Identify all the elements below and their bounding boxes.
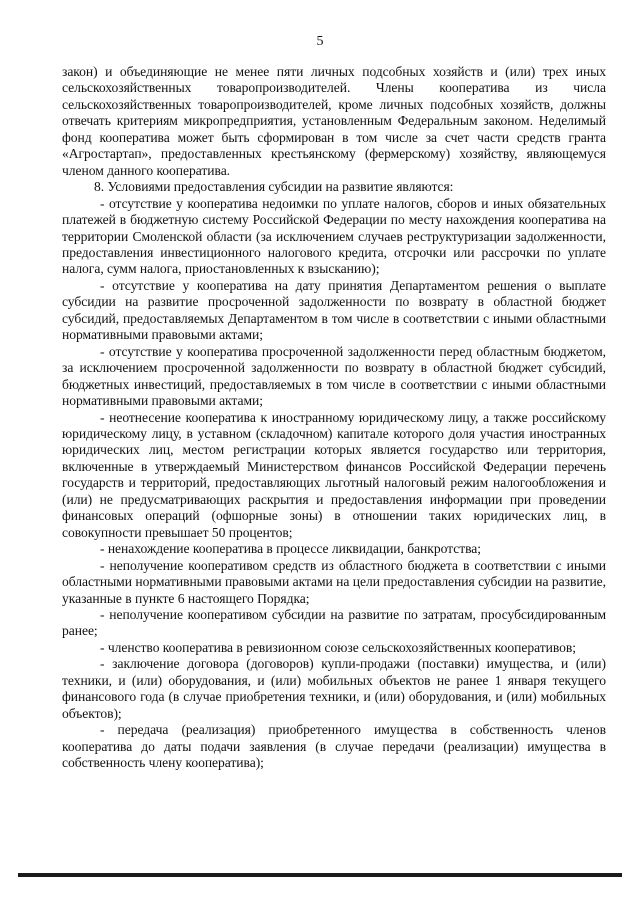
paragraph-section-8-heading: 8. Условиями предоставления субсидии на развитие являются: bbox=[94, 179, 454, 195]
document-body bbox=[62, 64, 606, 771]
condition-item-not-in-liquidation: - ненахождение кооператива в процессе ликвидации, банкротства; bbox=[100, 541, 481, 557]
bottom-scan-border bbox=[18, 873, 622, 877]
condition-item-audit-union-membership: - членство кооператива в ревизионном союзе сельскохозяйственных кооперативов; bbox=[100, 639, 576, 655]
condition-item-property-transfer: - передача (реализация) приобретенного имущества в собственность членов кооператива до даты подачи заявления (в случае передачи (реализации) имущества в собственность члену кооператива); bbox=[62, 722, 606, 771]
paragraph-continuation: закон) и объединяющие не менее пяти личных подсобных хозяйств и (или) трех иных сельскохозяйственных товаропроизводителей. Члены кооператива из числа сельскохозяйственных товаропроизводителей, кроме личных подсобных хозяйств, должны отвечать критериям микропредприятия, установленным Федеральным законом. Неделимый фонд кооператива может быть сформирован в том числе за счет части средств гранта «Агростартап», предоставленных крестьянскому (фермерскому) хозяйству, являющемуся членом данного кооператива. bbox=[62, 64, 606, 178]
condition-item-no-tax-arrears: - отсутствие у кооператива недоимки по уплате налогов, сборов и иных обязательных платежей в бюджетную систему Российской Федерации по месту нахождения кооператива на территории Смоленской области (за исключением случаев реструктуризации задолженности, предоставления инвестиционного налогового кредита, отсрочки или рассрочки по уплате налога, сумм налога, приостановленных к взысканию); bbox=[62, 195, 606, 277]
page-number: 5 bbox=[316, 34, 324, 49]
condition-item-purchase-contract-date: - заключение договора (договоров) купли-продажи (поставки) имущества, и (или) техники, и (или) оборудования, и (или) мобильных объектов не ранее 1 января текущего финансового года (в случае приобретения техники, и (или) оборудования, и (или) мобильных объектов); bbox=[62, 656, 606, 721]
condition-item-no-other-funds: - неполучение кооперативом средств из областного бюджета в соответствии с иными областными нормативными правовыми актами на цели предоставления субсидии на развитие, указанные в пункте 6 настоящего Порядка; bbox=[62, 557, 606, 606]
condition-item-no-budget-debt: - отсутствие у кооператива просроченной задолженности перед областным бюджетом, за исключением просроченной задолженности по возврату в областной бюджет субсидий, бюджетных инвестиций, предоставляемых в том числе в соответствии с иными областными нормативными правовыми актами; bbox=[62, 343, 606, 409]
condition-item-no-subsidy-debt: - отсутствие у кооператива на дату принятия Департаментом решения о выплате субсидии на развитие просроченной задолженности по возврату в областной бюджет субсидий, предоставляемых Департаментом в том числе в соответствии с иными областными нормативными правовыми актами; bbox=[62, 277, 606, 343]
condition-item-not-foreign-entity: - неотнесение кооператива к иностранному юридическому лицу, а также российскому юридическому лицу, в уставном (складочном) капитале которого доля участия иностранных юридических лиц, местом регистрации которых является государство или территория, включенные в утверждаемый Министерством финансов Российской Федерации перечень государств и территорий, предоставляющих льготный налоговый режим налогообложения и (или) не предусматривающих раскрытия и предоставления информации при проведении финансовых операций (офшорные зоны) в отношении таких юридических лиц, в совокупности превышает 50 процентов; bbox=[62, 409, 606, 540]
condition-item-no-duplicate-subsidy: - неполучение кооперативом субсидии на развитие по затратам, просубсидированным ранее; bbox=[62, 606, 606, 639]
